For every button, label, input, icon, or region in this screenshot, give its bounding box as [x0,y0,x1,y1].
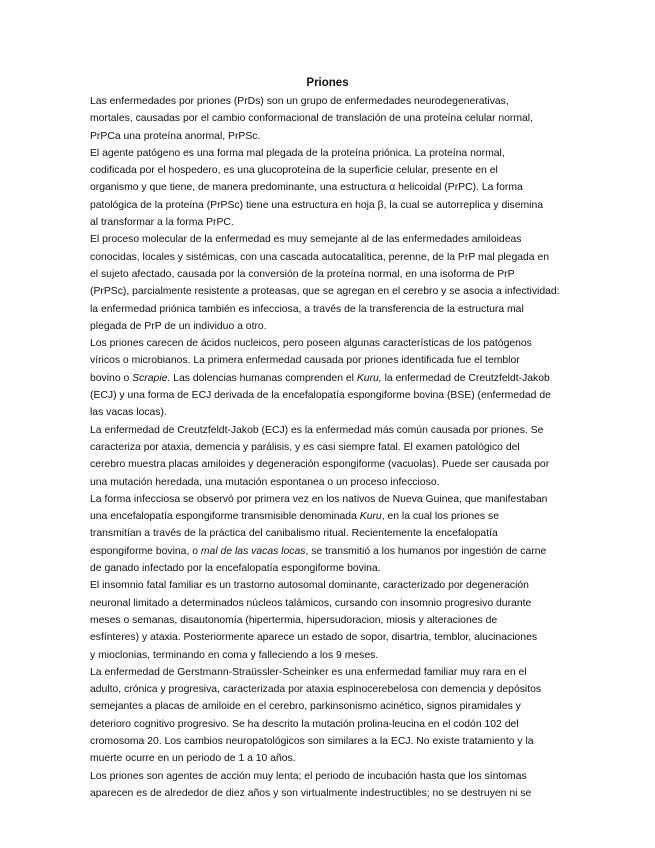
text-line: víricos o microbianos. La primera enfermedad causada por priones identificada fue el temblor [90,355,520,367]
text-line: meses o semanas, disautonomía (hipertermia, hipersudoracion, miosis y alteraciones de [90,614,498,626]
text-line: esfínteres) y ataxia. Posteriormente aparece un estado de sopor, disartria, temblor, alucinaciones [90,632,538,644]
text-line: la enfermedad priónica también es infecciosa, a través de la transferencia de la estructura mal [90,303,524,315]
page-title: Priones [306,77,349,89]
paragraph-infectious-form [90,491,570,577]
text-line: y mioclonias, terminando en coma y falleciendo a los 9 meses. [90,649,379,661]
text-line: El agente patógeno es una forma mal plegada de la proteína priónica. La proteína normal, [90,147,505,159]
text-run: Las dolencias humanas comprenden el [170,372,357,384]
text-run: , se transmitió a los humanos por ingestión de carne [305,545,547,557]
text-line [90,543,570,560]
text-line: de ganado infectado por la encefalopatía espongiforme bovina. [90,563,381,575]
italic-term-scrapie: Scrapie. [132,372,171,384]
italic-term-kuru: Kuru, [356,372,382,384]
text-line: cromosoma 20. Los cambios neuropatológicos son similares a la ECJ. No existe tratamiento y la [90,735,534,747]
paragraph-nucleic-acids [90,335,570,421]
text-line: caracteriza por ataxia, demencia y parálisis, y es casi siempre fatal. El examen patológico del [90,441,520,453]
text-line: PrPCa una proteína anormal, PrPSc. [90,130,261,142]
text-line: conocidas, locales y sistémicas, con una cascada autocatalítica, perenne, de la PrP mal plegada en [90,251,549,263]
text-line: neuronal limitado a determinados núcleos talámicos, cursando con insomnio progresivo durante [90,597,532,609]
text-run: bovino o [90,372,133,384]
italic-term-mad-cow: mal de las vacas locas [200,545,306,557]
paragraph-molecular-process [90,231,570,335]
text-line: El proceso molecular de la enfermedad es muy semejante al de las enfermedades amiloideas [90,234,522,246]
text-run: espongiforme bovina, o [90,545,201,557]
paragraph-gss [90,664,570,768]
paragraph-slow-agents [90,768,570,803]
text-line: Los priones carecen de ácidos nucleicos, pero poseen algunas características de los patógenos [90,338,532,350]
text-line: muerte ocurre en un periodo de 1 a 10 años. [90,753,296,765]
text-line: aparecen es de alrededor de diez años y son virtualmente indestructibles; no se destruyen ni se [90,787,532,799]
text-line: cerebro muestra placas amiloides y degeneración espongiforme (vacuolas). Puede ser causada por [90,459,550,471]
text-line: (ECJ) y una forma de ECJ derivada de la encefalopatía espongiforme bovina (BSE) (enfermedad de [90,390,551,402]
text-run: una encefalopatía espongiforme transmisible denominada [90,511,360,523]
text-line: Las enfermedades por priones (PrDs) son un grupo de enfermedades neurodegenerativas, [90,96,509,107]
paragraph-definition [90,93,570,145]
text-line: La enfermedad de Creutzfeldt-Jakob (ECJ) es la enfermedad más común causada por priones. Se [90,424,544,436]
text-line: adulto, crónica y progresiva, caracterizada por ataxia espinocerebelosa con demencia y depósitos [90,684,542,696]
text-line: transmitían a través de la práctica del canibalismo ritual. Recientemente la encefalopatía [90,528,498,540]
text-line: La enfermedad de Gerstmann-Straüssler-Scheinker es una enfermedad familiar muy rara en el [90,666,527,678]
text-line [90,508,570,525]
text-run: la enfermedad de Creutzfeldt-Jakob [381,372,550,384]
text-line: patológica de la proteína (PrPSc) tiene una estructura en hoja β, la cual se autorreplica y disemina [90,199,544,211]
text-line: codificada por el hospedero, es una glucoproteína de la superficie celular, presente en el [90,165,498,177]
italic-term-kuru: Kuru [359,511,382,523]
text-line [90,370,570,387]
paragraph-ecj [90,422,570,491]
text-line: una mutación heredada, una mutación espontanea o un proceso infeccioso. [90,476,440,488]
paragraph-pathogen [90,145,570,231]
text-line: semejantes a placas de amiloide en el cerebro, parkinsonismo acinético, signos piramidales y [90,701,521,713]
text-line: plegada de PrP de un individuo a otro. [90,320,267,332]
text-line: al transformar a la forma PrPC. [90,217,234,229]
text-run: , en la cual los priones se [381,511,499,523]
text-line: organismo y que tiene, de manera predominante, una estructura α helicoidal (PrPC). La forma [90,182,523,194]
document-body [90,93,570,802]
text-line: mortales, causadas por el cambio conformacional de translación de una proteína celular normal, [90,113,533,125]
text-line: Los priones son agentes de acción muy lenta; el periodo de incubación hasta que los síntomas [90,770,527,782]
text-line: (PrPSc), parcialmente resistente a proteasas, que se agregan en el cerebro y se asocia a infectividad: [90,286,560,298]
paragraph-fatal-insomnia [90,577,570,663]
text-line: El insomnio fatal familiar es un trastorno autosomal dominante, caracterizado por degeneración [90,580,529,592]
text-line: las vacas locas). [90,407,167,419]
text-line: La forma infecciosa se observó por primera vez en los nativos de Nueva Guinea, que manifestaban [90,493,548,505]
text-line: el sujeto afectado, causada por la conversión de la proteína normal, en una isoforma de PrP [90,268,515,280]
text-line: deterioro cognitivo progresivo. Se ha descrito la mutación prolina-leucina en el codón 102 del [90,718,519,730]
